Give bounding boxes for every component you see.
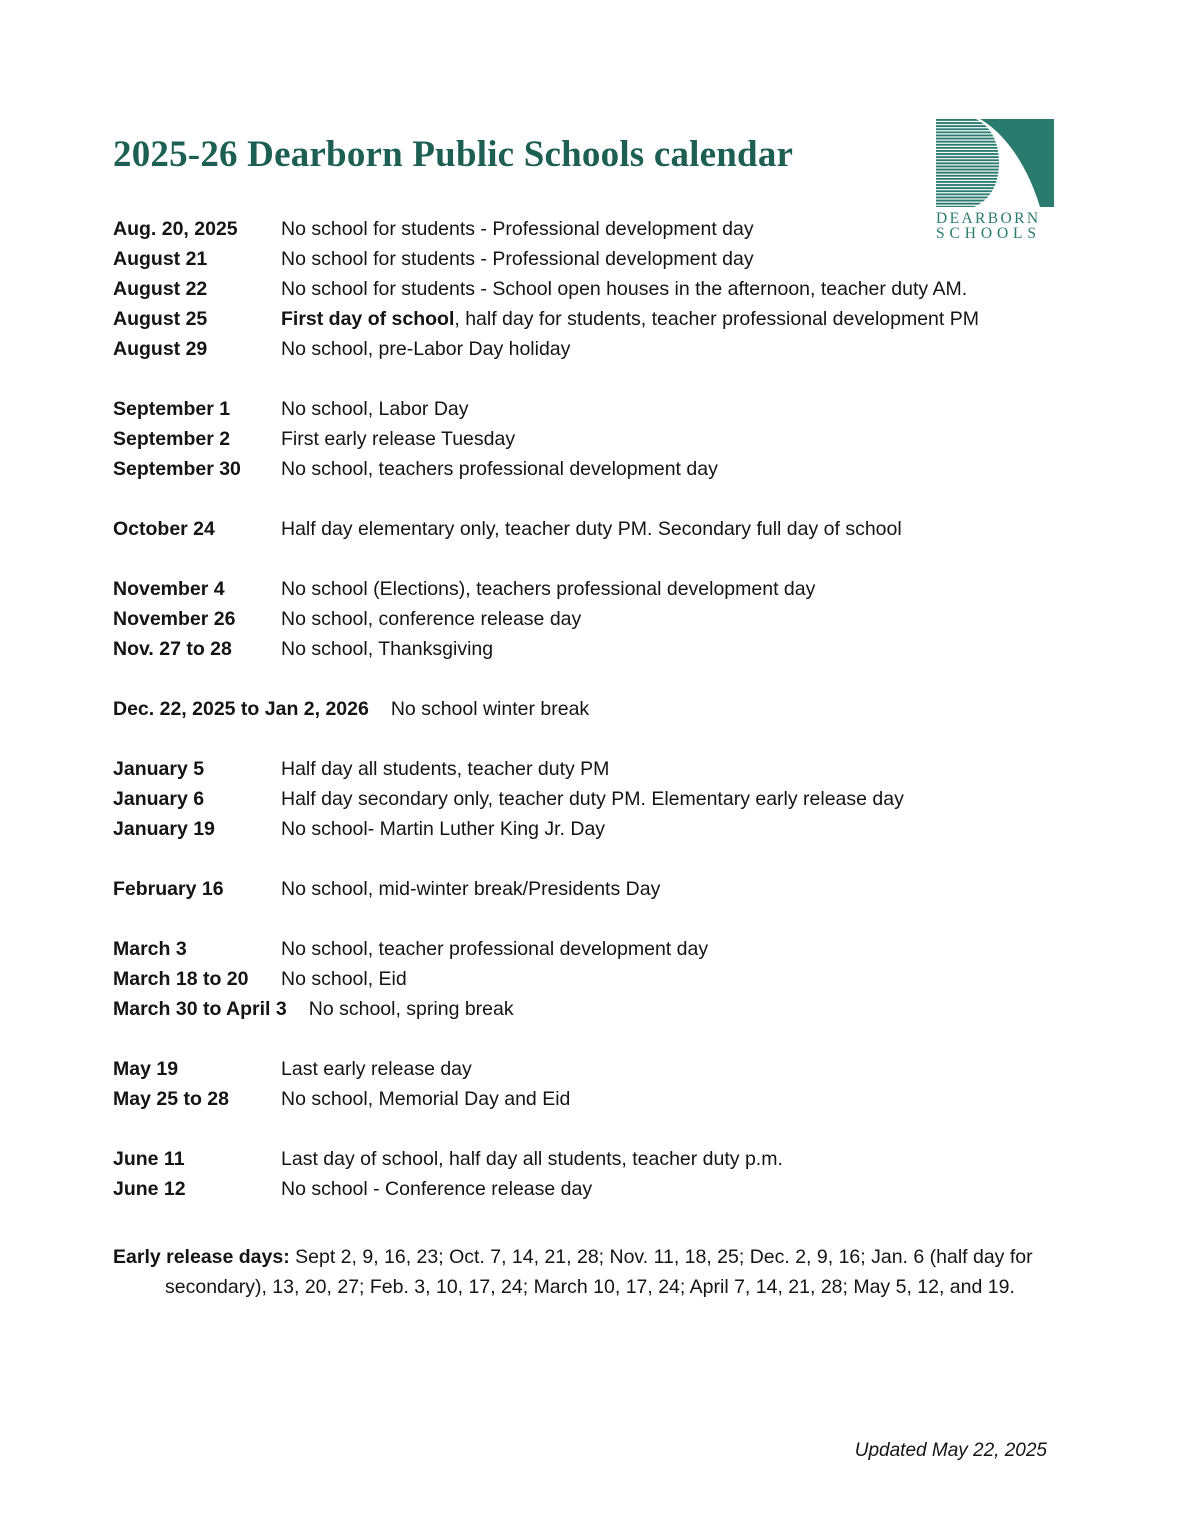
early-release-label: Early release days: <box>113 1246 290 1268</box>
event-description: First day of school, half day for students, teacher professional development PM <box>281 308 979 330</box>
event-description: No school, mid-winter break/Presidents Day <box>281 878 661 900</box>
event-date: June 11 <box>113 1148 185 1170</box>
event-date: March 30 to April 3 <box>113 998 287 1020</box>
event-description: Half day all students, teacher duty PM <box>281 758 610 780</box>
event-date: January 5 <box>113 758 205 780</box>
calendar-event-row <box>113 694 1147 724</box>
calendar-event-row <box>113 514 1147 544</box>
calendar-event-row <box>113 1144 1147 1174</box>
event-date: May 19 <box>113 1058 179 1080</box>
calendar-event-row <box>113 1054 1147 1084</box>
event-date: August 22 <box>113 278 208 300</box>
event-date: March 3 <box>113 938 187 960</box>
event-date: August 25 <box>113 308 208 330</box>
calendar-month-group <box>113 1054 1147 1114</box>
event-description: No school for students - School open houses in the afternoon, teacher duty AM. <box>281 278 968 300</box>
calendar-event-row <box>113 424 1147 454</box>
calendar-event-row <box>113 334 1147 364</box>
event-description: Half day elementary only, teacher duty PM. Secondary full day of school <box>281 518 902 540</box>
event-date: August 29 <box>113 338 208 360</box>
calendar-event-row <box>113 814 1147 844</box>
event-description: No school winter break <box>390 698 590 720</box>
calendar-month-group <box>113 394 1147 484</box>
event-description: Last day of school, half day all students, teacher duty p.m. <box>281 1148 783 1170</box>
calendar-event-row <box>113 784 1147 814</box>
event-description: No school (Elections), teachers professional development day <box>281 578 816 600</box>
early-release-days-paragraph <box>113 1242 1110 1302</box>
event-date: Dec. 22, 2025 to Jan 2, 2026 <box>113 698 369 720</box>
event-date: Aug. 20, 2025 <box>113 218 238 240</box>
early-release-text: Sept 2, 9, 16, 23; Oct. 7, 14, 21, 28; Nov. 11, 18, 25; Dec. 2, 9, 16; Jan. 6 (half day for secondary), 13, 20, 27; Feb. 3, 10, 17, 24; March 10, 17, 24; April 7, 14, 21, 28; May 5, 12, and 19. <box>165 1246 1033 1298</box>
calendar-month-group <box>113 694 1147 724</box>
calendar-event-row <box>113 994 1147 1024</box>
event-date: Nov. 27 to 28 <box>113 638 232 660</box>
calendar-event-row <box>113 574 1147 604</box>
calendar-event-row <box>113 964 1147 994</box>
calendar-month-group <box>113 514 1147 544</box>
logo-text-schools: SCHOOLS <box>936 225 1041 242</box>
calendar-month-group <box>113 1144 1147 1204</box>
event-date: June 12 <box>113 1178 186 1200</box>
event-description: Last early release day <box>281 1058 472 1080</box>
logo-striped-d-shape <box>936 119 999 207</box>
calendar-event-row <box>113 304 1147 334</box>
dearborn-d-logo-icon <box>936 119 1054 207</box>
event-date: September 2 <box>113 428 231 450</box>
event-date: May 25 to 28 <box>113 1088 229 1110</box>
event-date: November 4 <box>113 578 225 600</box>
logo-text-dearborn: DEARBORN <box>936 210 1041 227</box>
event-description: Half day secondary only, teacher duty PM. Elementary early release day <box>281 788 904 810</box>
event-description: No school, Thanksgiving <box>281 638 494 660</box>
event-description: First early release Tuesday <box>281 428 516 450</box>
calendar-event-row <box>113 604 1147 634</box>
event-description: No school, Memorial Day and Eid <box>281 1088 571 1110</box>
event-date: March 18 to 20 <box>113 968 249 990</box>
calendar-month-group <box>113 934 1147 1024</box>
calendar-event-row <box>113 874 1147 904</box>
calendar-event-row <box>113 754 1147 784</box>
event-description: No school, Eid <box>281 968 407 990</box>
calendar-month-group <box>113 874 1147 904</box>
event-description: No school, pre-Labor Day holiday <box>281 338 571 360</box>
calendar-event-row <box>113 934 1147 964</box>
event-date: October 24 <box>113 518 215 540</box>
dearborn-schools-logo <box>936 119 1054 241</box>
event-date: January 19 <box>113 818 215 840</box>
event-description: No school - Conference release day <box>281 1178 593 1200</box>
calendar-event-row <box>113 394 1147 424</box>
calendar-event-row <box>113 634 1147 664</box>
calendar-event-groups <box>113 214 1147 1204</box>
event-description: No school, conference release day <box>281 608 582 630</box>
calendar-month-group <box>113 574 1147 664</box>
calendar-event-row <box>113 244 1147 274</box>
event-description: No school, teacher professional development day <box>281 938 709 960</box>
event-description: No school for students - Professional development day <box>281 218 754 240</box>
event-date: February 16 <box>113 878 224 900</box>
event-date: November 26 <box>113 608 236 630</box>
event-description-bold: First day of school <box>281 308 455 330</box>
calendar-month-group <box>113 754 1147 844</box>
calendar-event-row <box>113 1174 1147 1204</box>
calendar-event-row <box>113 1084 1147 1114</box>
event-date: September 30 <box>113 458 241 480</box>
event-description: No school for students - Professional development day <box>281 248 754 270</box>
event-description: No school- Martin Luther King Jr. Day <box>281 818 606 840</box>
updated-note: Updated May 22, 2025 <box>854 1440 1047 1461</box>
event-description: No school, teachers professional development day <box>281 458 718 480</box>
event-date: September 1 <box>113 398 231 420</box>
event-description: No school, spring break <box>308 998 514 1020</box>
event-date: August 21 <box>113 248 208 270</box>
page-title: 2025-26 Dearborn Public Schools calendar <box>113 134 794 175</box>
calendar-event-row <box>113 274 1147 304</box>
calendar-event-row <box>113 454 1147 484</box>
event-description: No school, Labor Day <box>281 398 469 420</box>
event-date: January 6 <box>113 788 205 810</box>
